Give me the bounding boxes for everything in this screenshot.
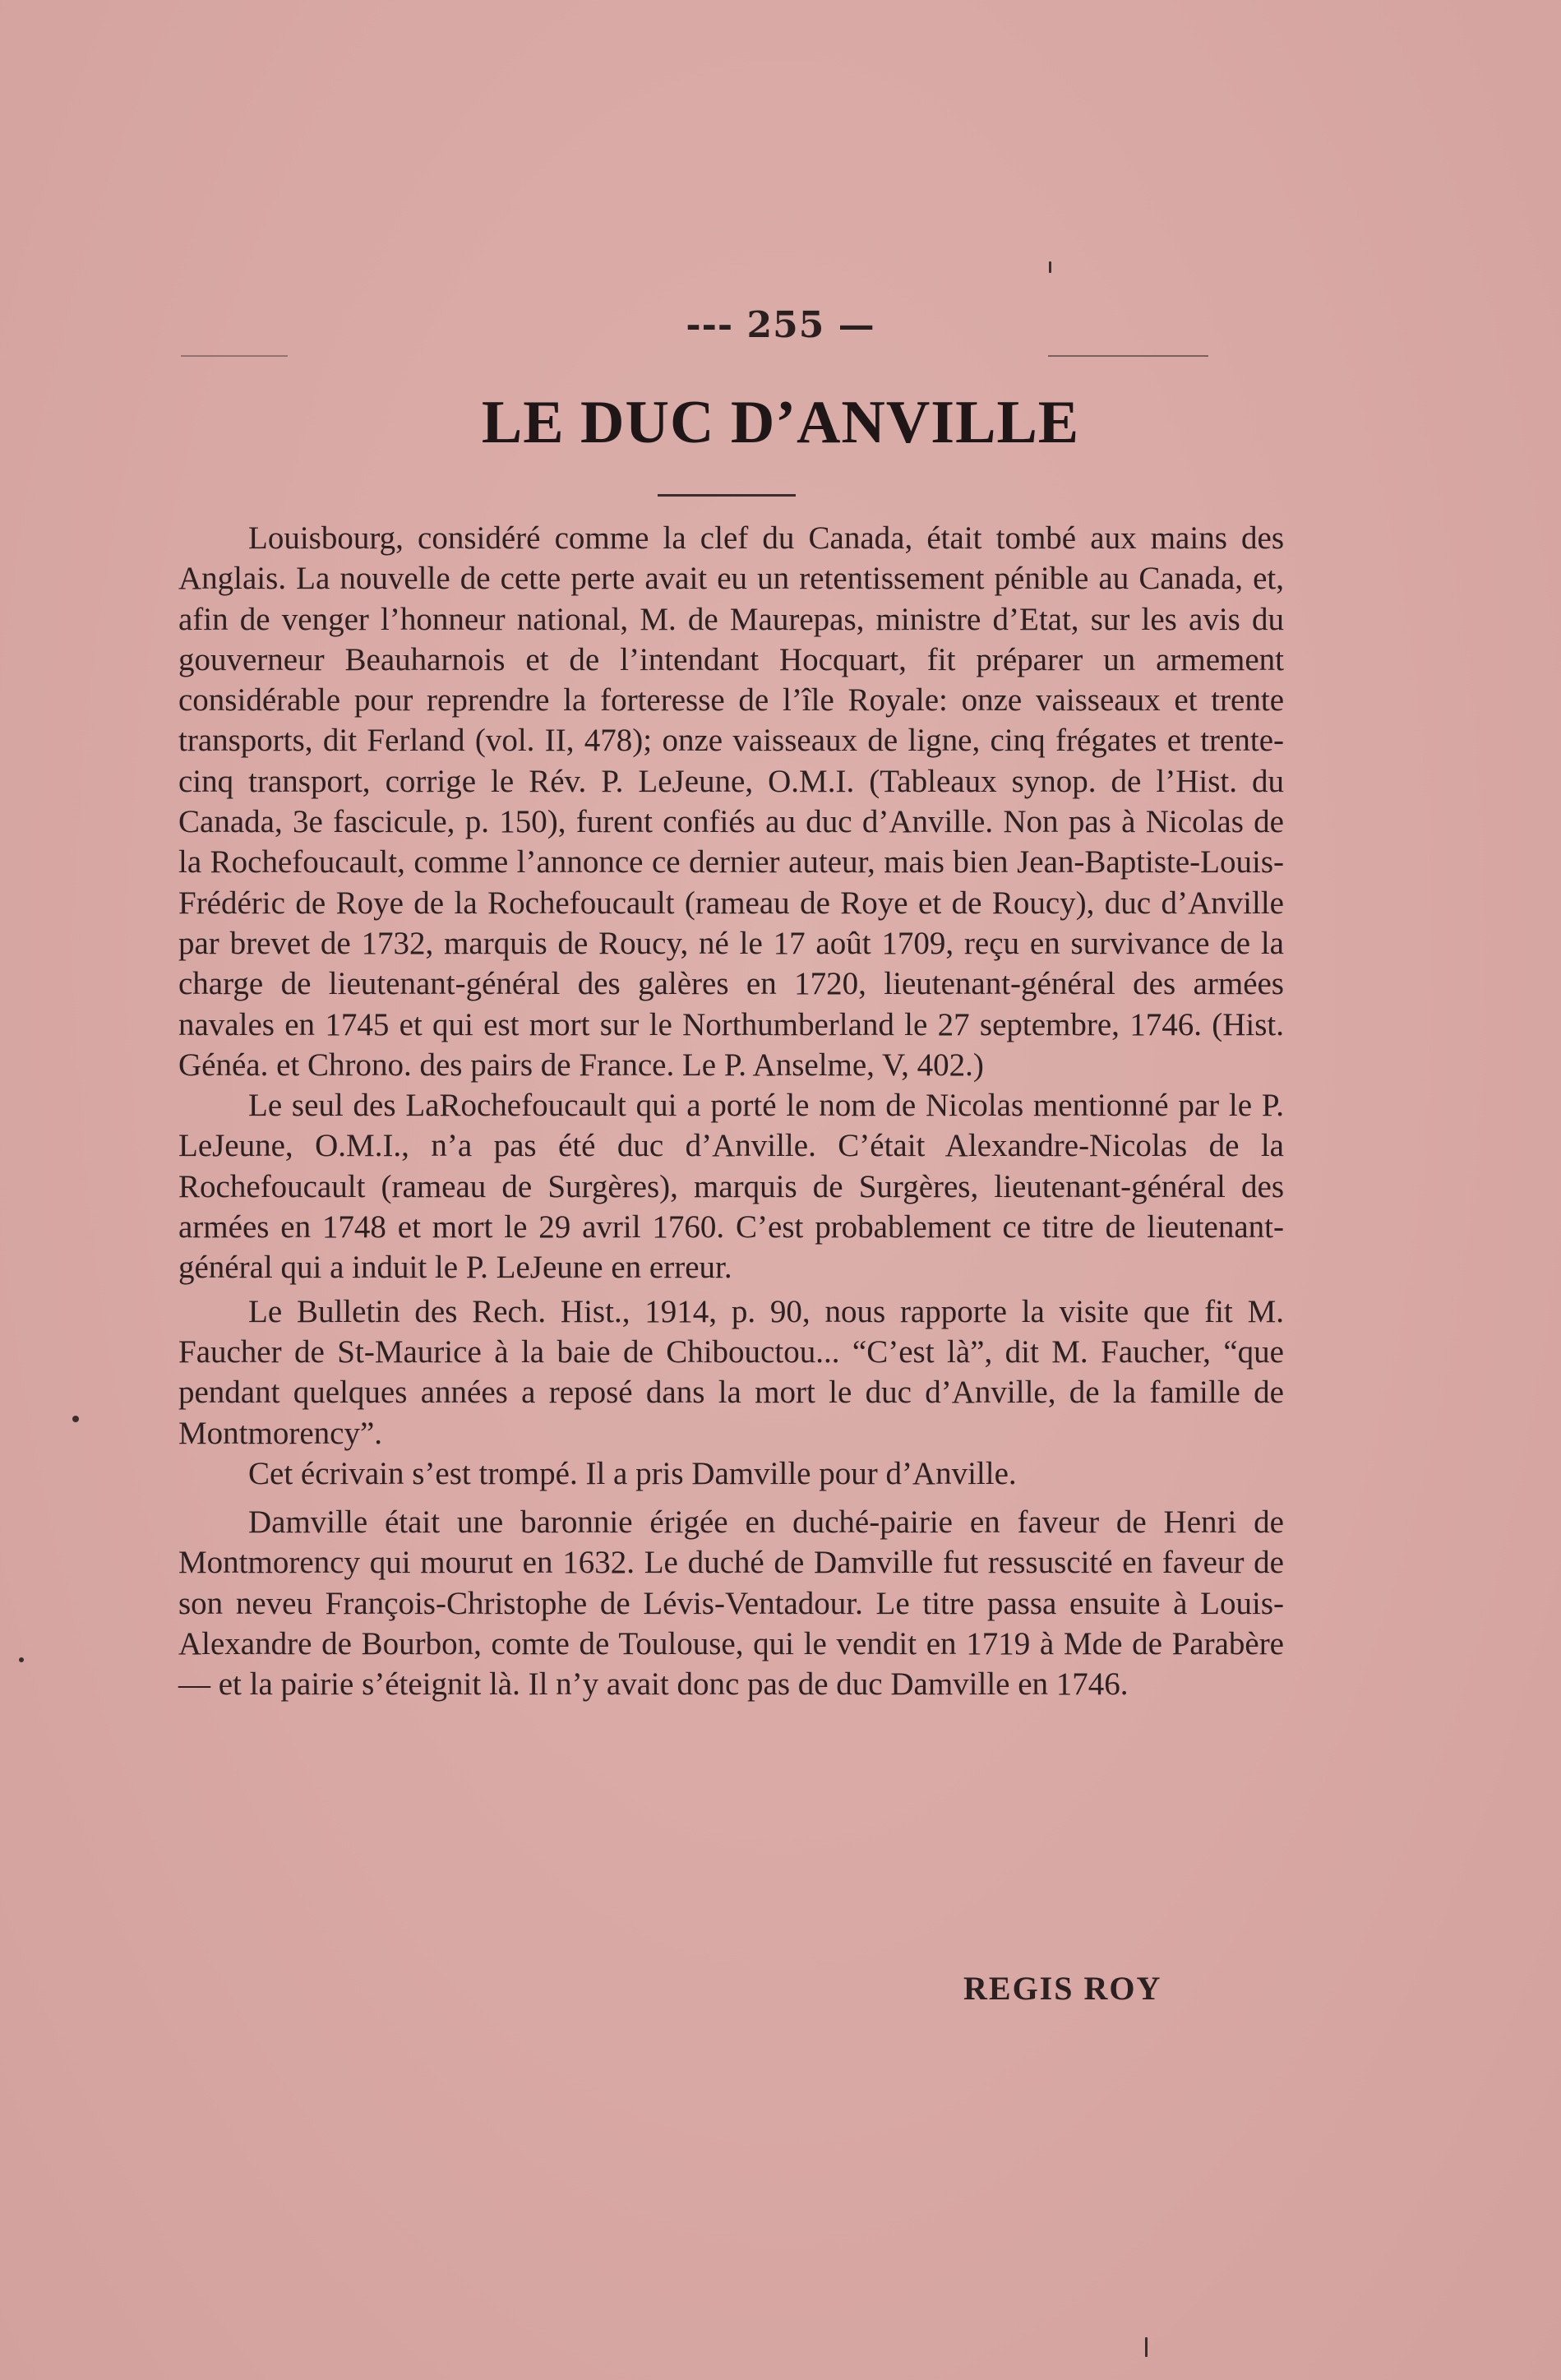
paper-speck xyxy=(1145,2337,1148,2357)
paper-speck xyxy=(19,1657,24,1662)
paper-speck xyxy=(1049,261,1051,273)
page-number: --- 255 — xyxy=(686,304,875,346)
paragraph-3: Le Bulletin des Rech. Hist., 1914, p. 90, nous rapporte la visite que fit M. Faucher de St-Maurice à la baie de Chibouctou... “C’est là”, dit M. Faucher, “que pendant quelques années a reposé dans la mort le duc d’Anville, de la famille de Montmorency”. xyxy=(178,1293,1284,1451)
title-rule xyxy=(658,494,796,497)
header-rule-right xyxy=(1048,355,1208,357)
author-signature: REGIS ROY xyxy=(963,1970,1162,2007)
paragraph-4: Cet écrivain s’est trompé. Il a pris Damville pour d’Anville. xyxy=(248,1455,1017,1491)
paragraph-2: Le seul des LaRochefoucault qui a porté le nom de Nicolas mentionné par le P. LeJeune, O.M.I., n’a pas été duc d’Anville. C’était Alexandre-Nicolas de la Rochefoucault (rameau de Surgères), marquis de Surgères, lieutenant-général des armées en 1748 et mort le 29 avril 1760. C’est probablement ce titre de lieutenant-général qui a induit le P. LeJeune en erreur. xyxy=(178,1088,1284,1286)
paragraph-5: Damville était une baronnie érigée en duché-pairie en faveur de Henri de Montmorency qui mourut en 1632. Le duché de Damville fut ressuscité en faveur de son neveu François-Christophe de Lévis-Ventadour. Le titre passa ensuite à Louis-Alexandre de Bourbon, comte de Toulouse, qui le vendit en 1719 à Mde de Parabère — et la pairie s’éteignit là. Il n’y avait donc pas de duc Damville en 1746. xyxy=(178,1504,1284,1703)
paragraph-1: Louisbourg, considéré comme la clef du Canada, était tombé aux mains des Anglais. La nouvelle de cette perte avait eu un retentissement pénible au Canada, et, afin de venger l’honneur national, M. de Maurepas, ministre d’Etat, sur les avis du gouverneur Beauharnois et de l’intendant Hocquart, fit préparer un armement considérable pour reprendre la forteresse de l’île Royale: onze vaisseaux et trente transports, dit Ferland (vol. II, 478); onze vaisseaux de ligne, cinq frégates et trente-cinq transport, corrige le Rév. P. LeJeune, O.M.I. (Tableaux synop. de l’Hist. du Canada, 3e fascicule, p. 150), furent confiés au duc d’Anville. Non pas à Nicolas de la Rochefoucault, comme l’annonce ce dernier auteur, mais bien Jean-Baptiste-Louis-Frédéric de Roye de la Rochefoucault (rameau de Roye et de Roucy), duc d’Anville par brevet de 1732, marquis de Roucy, né le 17 août 1709, reçu en survivance de la charge de lieutenant-général des galères en 1720, lieutenant-général des armées navales en 1745 et qui est mort sur le Northumberland le 27 septembre, 1746. (Hist. Généa. et Chrono. des pairs de France. Le P. Anselme, V, 402.) xyxy=(178,520,1284,1083)
article-title: LE DUC D’ANVILLE xyxy=(481,389,1080,456)
header-rule-left xyxy=(181,355,288,357)
paper-speck xyxy=(72,1416,79,1422)
article-body xyxy=(178,518,1284,1705)
